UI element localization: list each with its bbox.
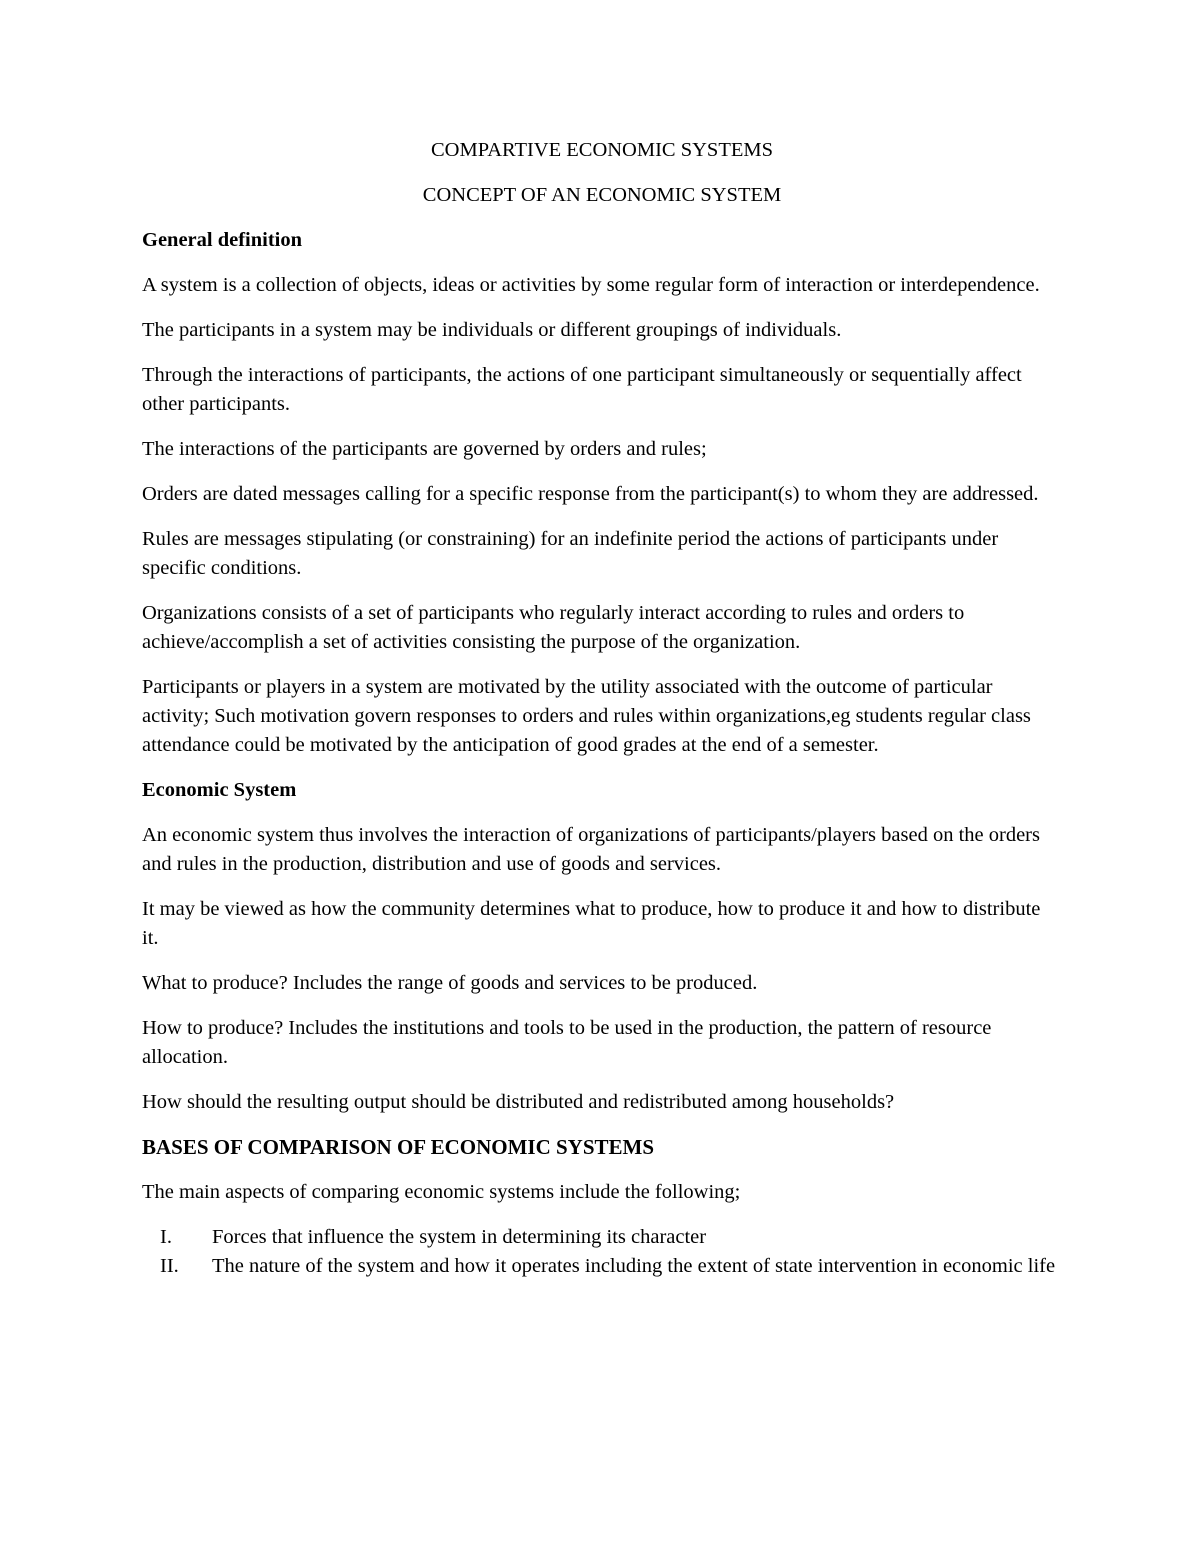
section-heading-bases-of-comparison: BASES OF COMPARISON OF ECONOMIC SYSTEMS	[142, 1135, 655, 1159]
paragraph: The main aspects of comparing economic systems include the following;	[142, 1181, 741, 1203]
document-title: COMPARTIVE ECONOMIC SYSTEMS	[430, 139, 773, 161]
section-heading-general-definition: General definition	[142, 229, 303, 251]
paragraph: A system is a collection of objects, ideas or activities by some regular form of interaction or interdependence.	[142, 274, 1040, 296]
list-item-number: II.	[160, 1255, 179, 1277]
document-subtitle: CONCEPT OF AN ECONOMIC SYSTEM	[422, 184, 782, 206]
paragraph: Organizations consists of a set of participants who regularly interact according to rules and orders to achieve/accomplish a set of activities consisting the purpose of the organization.	[142, 602, 965, 653]
paragraph: The participants in a system may be individuals or different groupings of individuals.	[142, 319, 842, 341]
paragraph: What to produce? Includes the range of goods and services to be produced.	[142, 972, 758, 994]
paragraph: The interactions of the participants are governed by orders and rules;	[142, 438, 707, 460]
section-heading-economic-system: Economic System	[142, 779, 297, 801]
paragraph: How to produce? Includes the institutions and tools to be used in the production, the pattern of resource allocation.	[142, 1017, 992, 1068]
list-item-text: The nature of the system and how it operates including the extent of state intervention in economic life	[212, 1255, 1056, 1277]
paragraph: Rules are messages stipulating (or constraining) for an indefinite period the actions of participants under specific conditions.	[142, 528, 999, 579]
document-content	[142, 136, 1062, 1281]
list-item-number: I.	[160, 1226, 172, 1248]
paragraph: An economic system thus involves the interaction of organizations of participants/players based on the orders and rules in the production, distribution and use of goods and services.	[142, 824, 1040, 875]
paragraph: Participants or players in a system are motivated by the utility associated with the outcome of particular activity; Such motivation govern responses to orders and rules within organizations,eg students regular class attendance could be motivated by the anticipation of good grades at the end of a semester.	[142, 676, 1031, 756]
list-item	[142, 1223, 1062, 1252]
roman-numeral-list	[142, 1223, 1062, 1281]
list-item-text: Forces that influence the system in determining its character	[212, 1226, 707, 1248]
paragraph: It may be viewed as how the community determines what to produce, how to produce it and how to distribute it.	[142, 898, 1041, 949]
paragraph: Through the interactions of participants, the actions of one participant simultaneously or sequentially affect other participants.	[142, 364, 1022, 415]
paragraph: How should the resulting output should be distributed and redistributed among households?	[142, 1091, 895, 1113]
list-item	[142, 1252, 1062, 1281]
paragraph: Orders are dated messages calling for a specific response from the participant(s) to whom they are addressed.	[142, 483, 1039, 505]
